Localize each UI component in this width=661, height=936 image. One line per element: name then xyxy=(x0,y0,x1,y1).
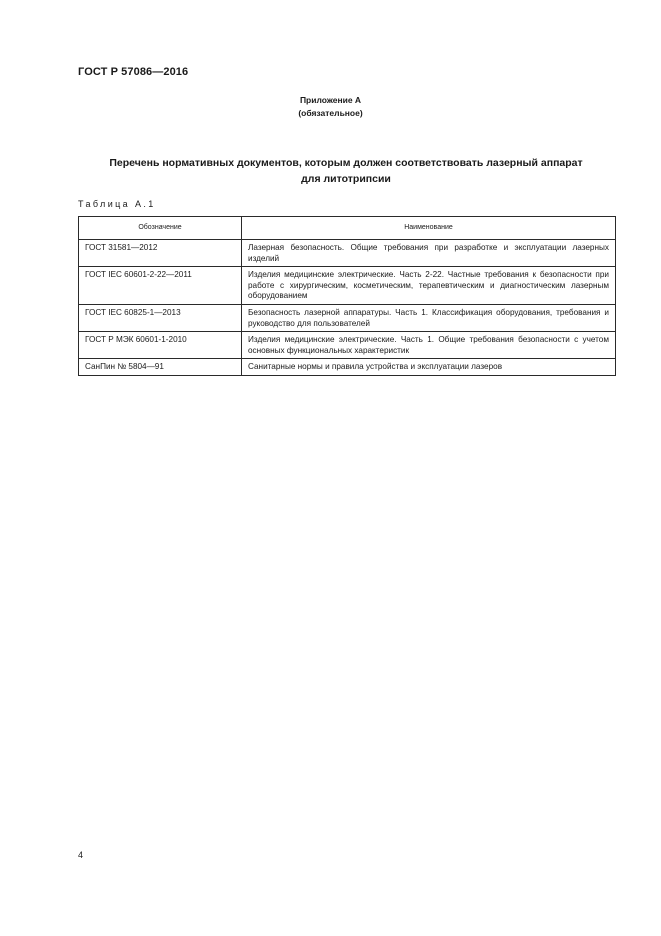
table-row xyxy=(79,332,616,359)
table-header-row xyxy=(79,217,616,240)
page-number: 4 xyxy=(78,850,84,860)
document-name-cell: Изделия медицинские электрические. Часть 1. Общие требования безопасности с учетом основных функциональных характеристик xyxy=(242,332,616,359)
document-code: ГОСТ Р 57086—2016 xyxy=(78,66,189,78)
document-name-cell: Лазерная безопасность. Общие требования при разработке и эксплуатации лазерных изделий xyxy=(242,240,616,267)
normative-documents-table xyxy=(78,216,616,376)
document-code-cell: ГОСТ IEC 60825-1—2013 xyxy=(79,304,242,331)
column-header-name: Наименование xyxy=(242,217,616,240)
document-code-cell: ГОСТ 31581—2012 xyxy=(79,240,242,267)
column-header-designation: Обозначение xyxy=(79,217,242,240)
section-heading xyxy=(80,155,612,187)
document-name-cell: Изделия медицинские электрические. Часть 2-22. Частные требования к безопасности при работе с хирургическим, косметическим, терапевтическим и диагностическим лазерным оборудованием xyxy=(242,267,616,305)
section-heading-line-1: Перечень нормативных документов, которым должен соответствовать лазерный аппарат xyxy=(109,157,583,169)
table-row xyxy=(79,359,616,376)
document-code-cell: СанПин № 5804—91 xyxy=(79,359,242,376)
table-row xyxy=(79,240,616,267)
document-code-cell: ГОСТ IEC 60601-2-22—2011 xyxy=(79,267,242,305)
appendix-status: (обязательное) xyxy=(298,108,363,118)
table-row xyxy=(79,304,616,331)
section-heading-line-2: для литотрипсии xyxy=(301,173,391,185)
document-name-cell: Безопасность лазерной аппаратуры. Часть 1. Классификация оборудования, требования и руководство для пользователей xyxy=(242,304,616,331)
document-name-cell: Санитарные нормы и правила устройства и эксплуатации лазеров xyxy=(242,359,616,376)
table-caption: Таблица А.1 xyxy=(78,199,156,209)
document-code-cell: ГОСТ Р МЭК 60601-1-2010 xyxy=(79,332,242,359)
appendix-title: Приложение А xyxy=(299,95,362,105)
table-row xyxy=(79,267,616,305)
